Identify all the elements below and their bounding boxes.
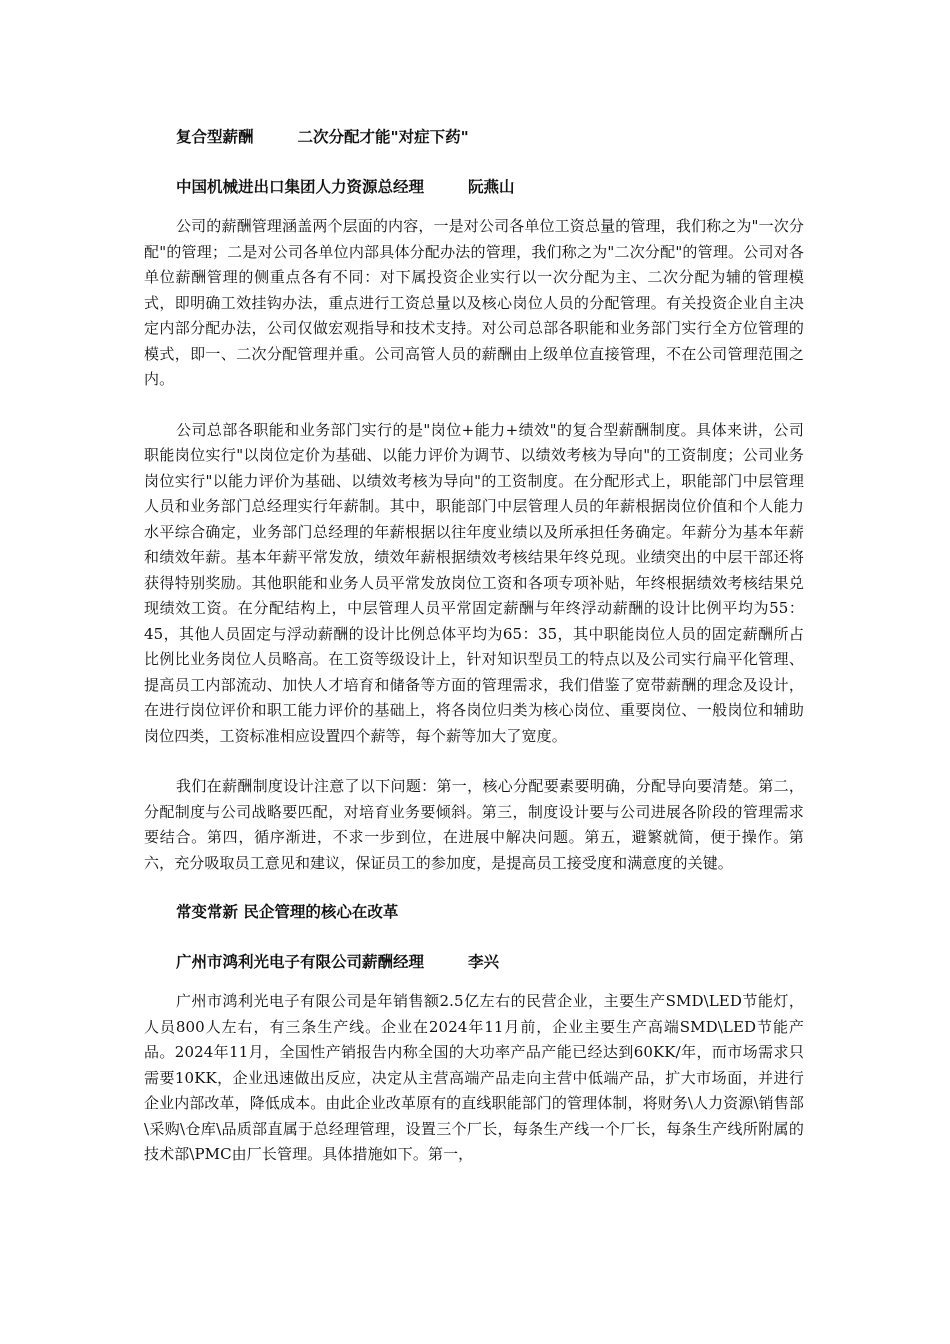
author-1-name: 阮燕山 [468,178,515,196]
author-2-name: 李兴 [468,953,500,971]
article-title-1 [144,124,804,150]
author-1-org: 中国机械进出口集团人力资源总经理 [176,178,425,196]
body-paragraph: 我们在薪酬制度设计注意了以下问题：第一，核心分配要素要明确，分配导向要清楚。第二，分配制度与公司战略要匹配，对培育业务要倾斜。第三，制度设计要与公司进展各阶段的管理需求要结合。第四，循序渐进，不求一步到位，在进展中解决问题。第五，避繁就简，便于操作。第六，充分吸取员工意见和建议，保证员工的参加度，是提高员工接受度和满意度的关键。 [144,777,804,872]
article-title-2: 常变常新 民企管理的核心在改革 [176,903,399,921]
article-title-1-main: 复合型薪酬 [176,128,254,146]
body-paragraph: 公司的薪酬管理涵盖两个层面的内容，一是对公司各单位工资总量的管理，我们称之为"一次分配"的管理；二是对公司各单位内部具体分配办法的管理，我们称之为"二次分配"的管理。公司对各单位薪酬管理的侧重点各有不同：对下属投资企业实行以一次分配为主、二次分配为辅的管理模式，即明确工效挂钩办法，重点进行工资总量以及核心岗位人员的分配管理。有关投资企业自主决定内部分配办法，公司仅做宏观指导和技术支持。对公司总部各职能和业务部门实行全方位管理的模式，即一、二次分配管理并重。公司高管人员的薪酬由上级单位直接管理，不在公司管理范围之内。 [144,217,804,388]
author-2-org: 广州市鸿利光电子有限公司薪酬经理 [176,953,425,971]
body-paragraph: 广州市鸿利光电子有限公司是年销售额2.5亿左右的民营企业，主要生产SMD\LED节能灯，人员800人左右，有三条生产线。企业在2024年11月前，企业主要生产高端SMD\LED节能产品。2024年11月，全国性产销报告内称全国的大功率产品产能已经达到60KK/年，而市场需求只需要10KK，企业迅速做出反应，决定从主营高端产品走向主营中低端产品，扩大市场面，并进行企业内部改革，降低成本。由此企业改革原有的直线职能部门的管理体制，将财务\人力资源\销售部\采购\仓库\品质部直属于总经理管理，设置三个厂长，每条生产线一个厂长，每条生产线所附属的技术部\PMC由厂长管理。具体措施如下。第一， [144,992,804,1163]
body-paragraph: 公司总部各职能和业务部门实行的是"岗位+能力+绩效"的复合型薪酬制度。具体来讲，公司职能岗位实行"以岗位定价为基础、以能力评价为调节、以绩效考核为导向"的工资制度；公司业务岗位实行"以能力评价为基础、以绩效考核为导向"的工资制度。在分配形式上，职能部门中层管理人员和业务部门总经理实行年薪制。其中，职能部门中层管理人员的年薪根据岗位价值和个人能力水平综合确定，业务部门总经理的年薪根据以往年度业绩以及所承担任务确定。年薪分为基本年薪和绩效年薪。基本年薪平常发放，绩效年薪根据绩效考核结果年终兑现。业绩突出的中层干部还将获得特别奖励。其他职能和业务人员平常发放岗位工资和各项专项补贴，年终根据绩效考核结果兑现绩效工资。在分配结构上，中层管理人员平常固定薪酬与年终浮动薪酬的设计比例平均为55：45，其他人员固定与浮动薪酬的设计比例总体平均为65：35，其中职能岗位人员的固定薪酬所占比例比业务岗位人员略高。在工资等级设计上，针对知识型员工的特点以及公司实行扁平化管理、提高员工内部流动、加快人才培育和储备等方面的管理需求，我们借鉴了宽带薪酬的理念及设计，在进行岗位评价和职工能力评价的基础上，将各岗位归类为核心岗位、重要岗位、一般岗位和辅助岗位四类，工资标准相应设置四个薪等，每个薪等加大了宽度。 [144,420,804,745]
document-page [144,118,804,1168]
article-author-2 [144,949,804,975]
article-author-1 [144,174,804,200]
article-title-1-sub: 二次分配才能"对症下药" [297,128,469,146]
